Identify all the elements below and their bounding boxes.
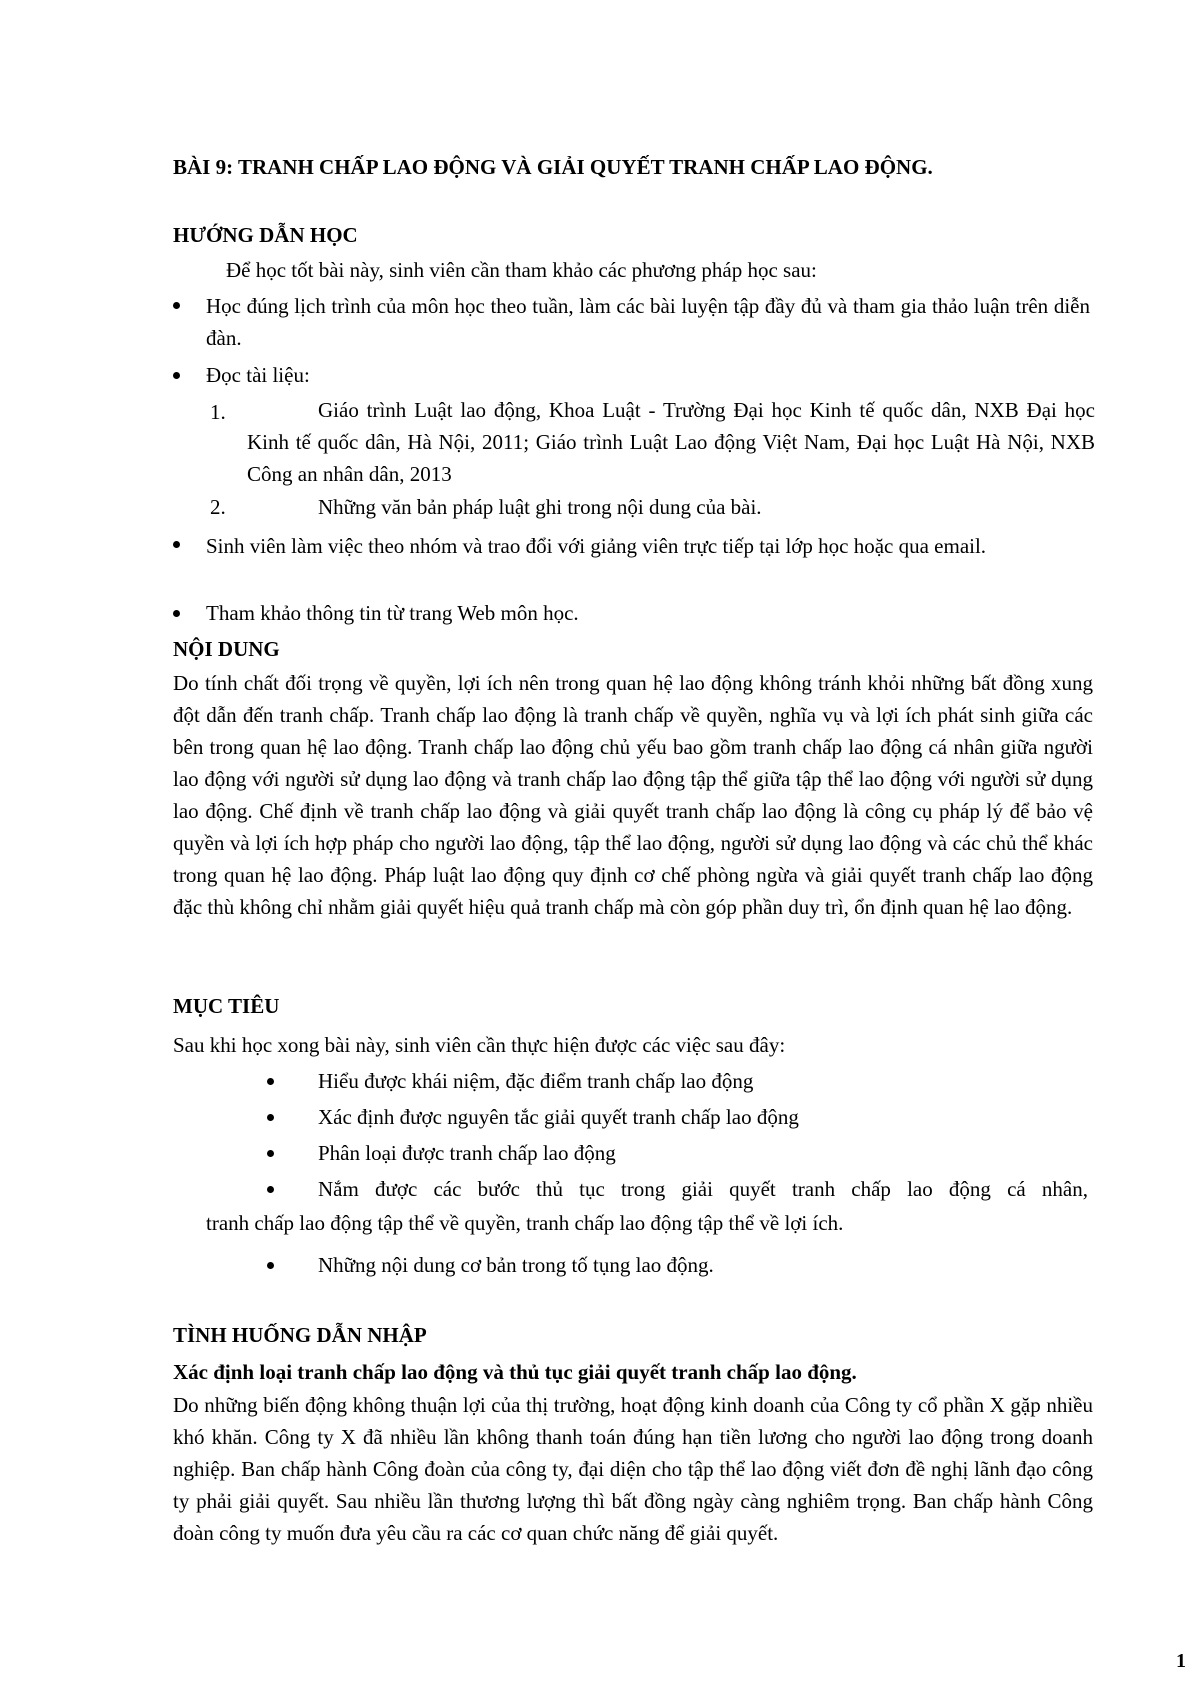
guide-bullet-3: Sinh viên làm việc theo nhóm và trao đổi với giảng viên trực tiếp tại lớp học hoặc qua email. xyxy=(206,534,987,558)
reading-item-1: Giáo trình Luật lao động, Khoa Luật - Trường Đại học Kinh tế quốc dân, NXB Đại học Kinh tế quốc dân, Hà Nội, 2011; Giáo trình Luật Lao động Việt Nam, Đại học Luật Hà Nội, NXB Công an nhân dân, 2013 xyxy=(247,398,1095,486)
objective-item-2: Xác định được nguyên tắc giải quyết tranh chấp lao động xyxy=(318,1105,799,1129)
objective-item-5: Những nội dung cơ bản trong tố tụng lao động. xyxy=(318,1253,714,1277)
bullet-icon xyxy=(173,302,180,309)
case-subheading: Xác định loại tranh chấp lao động và thủ tục giải quyết tranh chấp lao động. xyxy=(173,1360,857,1384)
bullet-icon xyxy=(173,372,180,379)
bullet-icon xyxy=(267,1262,274,1269)
guide-bullet-4: Tham khảo thông tin từ trang Web môn học. xyxy=(206,601,579,625)
bullet-icon xyxy=(267,1150,274,1157)
case-paragraph: Do những biến động không thuận lợi của thị trường, hoạt động kinh doanh của Công ty cổ phần X gặp nhiều khó khăn. Công ty X đã nhiều lần không thanh toán đúng hạn tiền lương cho người lao động trong doanh nghiệp. Ban chấp hành Công đoàn của công ty, đại diện cho tập thể lao động viết đơn đề nghị lãnh đạo công ty phải giải quyết. Sau nhiều lần thương lượng thì bất đồng ngày càng nghiêm trọng. Ban chấp hành Công đoàn công ty muốn đưa yêu cầu ra các cơ quan chức năng để giải quyết. xyxy=(173,1393,1093,1545)
bullet-icon xyxy=(267,1114,274,1121)
objective-item-1: Hiểu được khái niệm, đặc điểm tranh chấp lao động xyxy=(318,1069,754,1093)
guide-intro: Để học tốt bài này, sinh viên cần tham khảo các phương pháp học sau: xyxy=(226,258,817,282)
case-heading: TÌNH HUỐNG DẪN NHẬP xyxy=(173,1323,427,1347)
bullet-icon xyxy=(267,1186,274,1193)
content-heading: NỘI DUNG xyxy=(173,637,280,661)
reading-item-1-number: 1. xyxy=(210,400,226,424)
bullet-icon xyxy=(173,541,180,548)
reading-item-2: Những văn bản pháp luật ghi trong nội dung của bài. xyxy=(318,495,762,519)
document-title: BÀI 9: TRANH CHẤP LAO ĐỘNG VÀ GIẢI QUYẾT TRANH CHẤP LAO ĐỘNG. xyxy=(173,155,933,179)
objectives-intro: Sau khi học xong bài này, sinh viên cần thực hiện được các việc sau đây: xyxy=(173,1033,786,1057)
objective-item-4-line-1: Nắm được các bước thủ tục trong giải quyết tranh chấp lao động cá nhân, xyxy=(318,1177,1088,1201)
guide-bullet-2: Đọc tài liệu: xyxy=(206,363,310,387)
reading-item-2-number: 2. xyxy=(210,495,226,519)
objective-item-4-line-2: tranh chấp lao động tập thể về quyền, tranh chấp lao động tập thể về lợi ích. xyxy=(206,1211,844,1235)
guide-heading: HƯỚNG DẪN HỌC xyxy=(173,223,358,247)
page-number: 1 xyxy=(1176,1650,1186,1672)
content-paragraph: Do tính chất đối trọng về quyền, lợi ích nên trong quan hệ lao động không tránh khỏi những bất đồng xung đột dẫn đến tranh chấp. Tranh chấp lao động là tranh chấp về quyền, nghĩa vụ và lợi ích phát sinh giữa các bên trong quan hệ lao động. Tranh chấp lao động chủ yếu bao gồm tranh chấp lao động cá nhân giữa người lao động với người sử dụng lao động và tranh chấp lao động tập thể giữa tập thể lao động với người sử dụng lao động. Chế định về tranh chấp lao động và giải quyết tranh chấp lao động là công cụ pháp lý để bảo vệ quyền và lợi ích hợp pháp cho người lao động, tập thể lao động, người sử dụng lao động và các chủ thể khác trong quan hệ lao động. Pháp luật lao động quy định cơ chế phòng ngừa và giải quyết tranh chấp lao động đặc thù không chỉ nhằm giải quyết hiệu quả tranh chấp mà còn góp phần duy trì, ổn định quan hệ lao động. xyxy=(173,671,1093,919)
objective-item-3: Phân loại được tranh chấp lao động xyxy=(318,1141,616,1165)
objectives-heading: MỤC TIÊU xyxy=(173,994,280,1018)
bullet-icon xyxy=(173,610,180,617)
guide-bullet-1: Học đúng lịch trình của môn học theo tuần, làm các bài luyện tập đầy đủ và tham gia thảo luận trên diễn đàn. xyxy=(206,294,1090,350)
bullet-icon xyxy=(267,1078,274,1085)
